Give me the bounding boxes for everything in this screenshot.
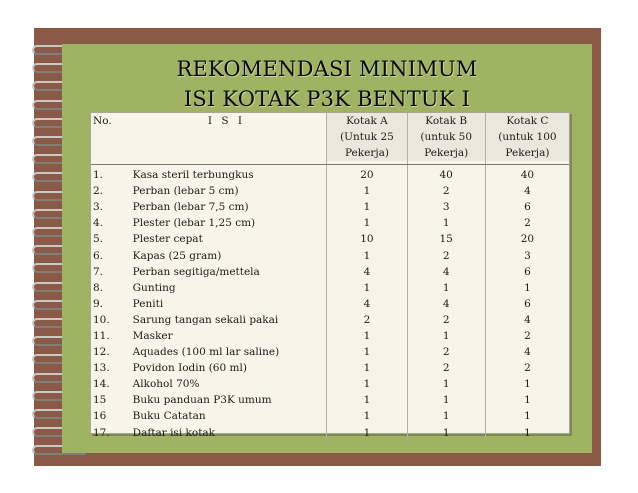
header-kotak-a-line1: Kotak A xyxy=(327,113,406,129)
row-kotak-b: 2 xyxy=(407,360,485,376)
row-no: 14. xyxy=(93,378,110,391)
table-row xyxy=(91,264,569,280)
row-isi: Peniti xyxy=(127,296,327,312)
row-kotak-a: 1 xyxy=(327,199,407,215)
row-kotak-b: 1 xyxy=(407,408,485,424)
row-no: 3. xyxy=(93,201,104,214)
row-kotak-a: 1 xyxy=(327,328,407,344)
header-kotak-a-line3: Pekerja) xyxy=(327,145,406,161)
row-kotak-b: 4 xyxy=(407,296,485,312)
row-isi: Gunting xyxy=(127,280,327,296)
row-kotak-b: 2 xyxy=(407,183,485,199)
row-no: 9. xyxy=(93,297,104,310)
row-isi: Kapas (25 gram) xyxy=(127,247,327,263)
row-kotak-c: 1 xyxy=(524,410,531,423)
row-kotak-a: 1 xyxy=(327,425,407,441)
table-row xyxy=(91,199,569,215)
row-kotak-a: 1 xyxy=(327,392,407,408)
row-isi: Plester (lebar 1,25 cm) xyxy=(127,215,327,231)
row-kotak-b: 1 xyxy=(407,392,485,408)
header-kotak-c-line3: Pekerja) xyxy=(486,145,569,161)
row-no: 11. xyxy=(93,329,110,342)
header-kotak-c-line1: Kotak C xyxy=(486,113,569,129)
row-no: 13. xyxy=(93,362,110,375)
row-no: 10. xyxy=(93,313,110,326)
row-kotak-c: 20 xyxy=(520,233,535,246)
row-kotak-a: 1 xyxy=(327,215,407,231)
row-kotak-b: 1 xyxy=(407,425,485,441)
row-no: 5. xyxy=(93,233,104,246)
row-isi: Plester cepat xyxy=(127,231,327,247)
row-no: 8. xyxy=(93,281,104,294)
row-kotak-c: 1 xyxy=(524,394,531,407)
row-kotak-a: 10 xyxy=(327,231,407,247)
row-kotak-c: 2 xyxy=(524,217,531,230)
row-isi: Povidon Iodin (60 ml) xyxy=(127,360,327,376)
row-no: 7. xyxy=(93,265,104,278)
table-row xyxy=(91,344,569,360)
title-line-2: ISI KOTAK P3K BENTUK I xyxy=(183,87,471,111)
row-isi: Alkohol 70% xyxy=(127,376,327,392)
row-kotak-a: 4 xyxy=(327,264,407,280)
row-kotak-a: 1 xyxy=(327,408,407,424)
header-kotak-b-line3: Pekerja) xyxy=(408,145,485,161)
row-kotak-b: 1 xyxy=(407,376,485,392)
row-kotak-b: 1 xyxy=(407,328,485,344)
row-kotak-c: 3 xyxy=(524,249,531,262)
table-row xyxy=(91,165,569,184)
row-no: 6. xyxy=(93,249,104,262)
row-kotak-b: 2 xyxy=(407,312,485,328)
row-kotak-b: 1 xyxy=(407,280,485,296)
table-row xyxy=(91,312,569,328)
table-row xyxy=(91,183,569,199)
row-kotak-a: 1 xyxy=(327,280,407,296)
row-kotak-b: 4 xyxy=(407,264,485,280)
table-card xyxy=(90,112,570,439)
table-row xyxy=(91,425,569,441)
row-kotak-b: 2 xyxy=(407,344,485,360)
table-row xyxy=(91,360,569,376)
table-row xyxy=(91,280,569,296)
row-no: 12. xyxy=(93,346,110,359)
row-isi: Perban (lebar 5 cm) xyxy=(127,183,327,199)
row-kotak-b: 40 xyxy=(407,165,485,184)
table-row xyxy=(91,392,569,408)
row-kotak-b: 2 xyxy=(407,247,485,263)
row-no: 16 xyxy=(93,410,107,423)
header-isi: I S I xyxy=(127,113,327,165)
table-row xyxy=(91,231,569,247)
row-kotak-a: 20 xyxy=(327,165,407,184)
row-no: 15 xyxy=(93,394,107,407)
header-kotak-b-line2: (untuk 50 xyxy=(408,129,485,145)
row-no: 4. xyxy=(93,217,104,230)
row-kotak-c: 1 xyxy=(524,281,531,294)
row-kotak-a: 1 xyxy=(327,247,407,263)
row-isi: Perban segitiga/mettela xyxy=(127,264,327,280)
row-kotak-c: 1 xyxy=(524,426,531,439)
table-row xyxy=(91,296,569,312)
table-row xyxy=(91,215,569,231)
header-kotak-a xyxy=(327,113,407,165)
header-kotak-c-line2: (untuk 100 xyxy=(486,129,569,145)
row-kotak-c: 2 xyxy=(524,362,531,375)
row-kotak-a: 4 xyxy=(327,296,407,312)
row-isi: Buku Catatan xyxy=(127,408,327,424)
row-isi: Sarung tangan sekali pakai xyxy=(127,312,327,328)
row-kotak-a: 1 xyxy=(327,344,407,360)
table-row xyxy=(91,376,569,392)
table-header-row xyxy=(91,113,569,165)
p3k-table xyxy=(91,113,569,441)
row-isi: Buku panduan P3K umum xyxy=(127,392,327,408)
row-kotak-c: 4 xyxy=(524,185,531,198)
header-kotak-c xyxy=(485,113,569,165)
row-kotak-c: 4 xyxy=(524,313,531,326)
row-kotak-b: 3 xyxy=(407,199,485,215)
row-kotak-c: 6 xyxy=(524,201,531,214)
row-kotak-c: 40 xyxy=(520,169,535,182)
row-kotak-a: 1 xyxy=(327,183,407,199)
row-kotak-a: 1 xyxy=(327,376,407,392)
title-line-1: REKOMENDASI MINIMUM xyxy=(176,57,478,81)
row-kotak-b: 15 xyxy=(407,231,485,247)
header-kotak-b-line1: Kotak B xyxy=(408,113,485,129)
row-kotak-c: 6 xyxy=(524,297,531,310)
table-row xyxy=(91,328,569,344)
table-body xyxy=(91,165,569,441)
row-kotak-a: 1 xyxy=(327,360,407,376)
row-kotak-c: 2 xyxy=(524,329,531,342)
header-kotak-b xyxy=(407,113,485,165)
table-row xyxy=(91,408,569,424)
row-no: 17. xyxy=(93,426,110,439)
table-row xyxy=(91,247,569,263)
row-no: 2. xyxy=(93,185,104,198)
row-kotak-c: 1 xyxy=(524,378,531,391)
row-kotak-b: 1 xyxy=(407,215,485,231)
row-no: 1. xyxy=(93,169,104,182)
header-no: No. xyxy=(91,113,127,165)
row-isi: Masker xyxy=(127,328,327,344)
row-isi: Daftar isi kotak xyxy=(127,425,327,441)
slide-title xyxy=(62,54,592,114)
row-kotak-c: 4 xyxy=(524,346,531,359)
row-isi: Aquades (100 ml lar saline) xyxy=(127,344,327,360)
row-isi: Kasa steril terbungkus xyxy=(127,165,327,184)
row-kotak-c: 6 xyxy=(524,265,531,278)
row-isi: Perban (lebar 7,5 cm) xyxy=(127,199,327,215)
row-kotak-a: 2 xyxy=(327,312,407,328)
header-kotak-a-line2: (Untuk 25 xyxy=(327,129,406,145)
